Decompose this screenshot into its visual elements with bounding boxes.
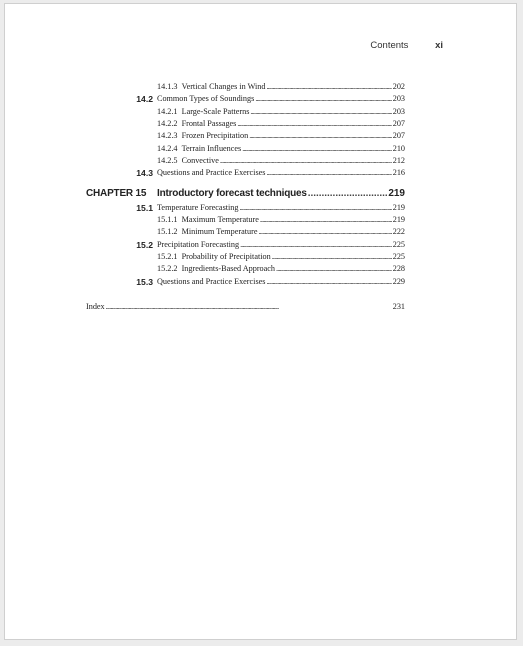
toc-leader-dots — [308, 188, 388, 200]
toc-entry-link[interactable] — [157, 276, 405, 288]
toc-leader-dots — [276, 263, 392, 275]
toc-entry-link[interactable] — [157, 118, 405, 130]
toc-entry-link[interactable] — [157, 130, 405, 142]
toc-page-number: 216 — [392, 168, 405, 177]
toc-entry-title: Questions and Practice Exercises — [157, 277, 266, 286]
toc-entry-link[interactable] — [157, 226, 405, 238]
toc-row — [5, 276, 516, 288]
toc-page-number: 212 — [392, 156, 405, 165]
toc-row — [5, 155, 516, 167]
toc-page-number: 207 — [392, 131, 405, 140]
toc-leader-dots — [237, 118, 391, 130]
toc-entry-title: 14.2.5 Convective — [157, 156, 219, 165]
toc-entry-title: 15.1.1 Maximum Temperature — [157, 215, 259, 224]
toc-leader-dots — [260, 214, 392, 226]
toc-leader-dots — [240, 202, 392, 214]
toc-entry-title: 14.2.2 Frontal Passages — [157, 119, 237, 128]
toc-entry-link[interactable] — [157, 106, 405, 118]
toc-leader-dots — [266, 167, 391, 179]
toc-leader-dots — [249, 130, 392, 142]
toc-leader-dots — [220, 155, 392, 167]
document-page — [4, 3, 517, 640]
toc-page-number: 231 — [392, 302, 405, 311]
toc-entry-link[interactable] — [86, 301, 405, 313]
toc-section-number: 15.3 — [136, 277, 153, 287]
toc-row — [5, 130, 516, 142]
toc-entry-title: Introductory forecast techniques — [157, 188, 307, 199]
toc-leader-dots — [266, 81, 391, 93]
toc-page-number: 203 — [392, 94, 405, 103]
toc-entry-title: Questions and Practice Exercises — [157, 168, 266, 177]
running-title: Contents — [370, 40, 409, 51]
toc-page-number: 219 — [388, 188, 405, 199]
toc-row — [5, 226, 516, 238]
toc-entry-title: 14.2.1 Large-Scale Patterns — [157, 107, 250, 116]
toc-leader-dots — [250, 106, 391, 118]
toc-entry-link[interactable] — [157, 214, 405, 226]
toc-page-number: 225 — [392, 240, 405, 249]
toc-entry-title: 14.1.3 Vertical Changes in Wind — [157, 82, 266, 91]
toc-page-number: 219 — [392, 215, 405, 224]
toc-entry-link[interactable] — [157, 81, 405, 93]
toc-row — [5, 214, 516, 226]
toc-row — [5, 263, 516, 275]
toc-entry-link[interactable] — [157, 143, 405, 155]
toc-leader-dots — [266, 276, 391, 288]
toc-page-number: 202 — [392, 82, 405, 91]
toc-entry-link[interactable] — [157, 188, 405, 200]
toc-chapter-label: CHAPTER 15 — [86, 188, 147, 199]
toc-entry-title: 14.2.4 Terrain Influences — [157, 144, 242, 153]
toc-leader-dots — [106, 301, 392, 313]
toc-row — [5, 81, 516, 93]
toc-entry-link[interactable] — [157, 167, 405, 179]
toc-row — [5, 239, 516, 251]
toc-row — [5, 167, 516, 179]
toc-entry-link[interactable] — [157, 251, 405, 263]
toc-row — [5, 118, 516, 130]
toc-entry-link[interactable] — [157, 239, 405, 251]
toc-chapter-row — [5, 188, 516, 200]
toc-leader-dots — [255, 93, 391, 105]
toc-row — [5, 301, 516, 313]
toc-entry-title: Precipitation Forecasting — [157, 240, 240, 249]
toc-entry-title: Temperature Forecasting — [157, 203, 239, 212]
toc-page-number: 225 — [392, 252, 405, 261]
toc-section-number: 15.1 — [136, 203, 153, 213]
toc-entry-title: 15.1.2 Minimum Temperature — [157, 227, 258, 236]
toc-page-number: 210 — [392, 144, 405, 153]
toc-entry-link[interactable] — [157, 202, 405, 214]
toc-page-number: 207 — [392, 119, 405, 128]
toc-entry-title: Common Types of Soundings — [157, 94, 255, 103]
toc-entry-link[interactable] — [157, 263, 405, 275]
running-header — [370, 40, 443, 51]
toc-entry-link[interactable] — [157, 93, 405, 105]
toc-entry-title: Index — [86, 302, 105, 311]
toc-entry-link[interactable] — [157, 155, 405, 167]
toc-leader-dots — [258, 226, 391, 238]
toc-row — [5, 251, 516, 263]
toc-section-number: 14.2 — [136, 94, 153, 104]
toc-page-number: 222 — [392, 227, 405, 236]
toc-entry-title: 14.2.3 Frozen Precipitation — [157, 131, 249, 140]
toc-entry-title: 15.2.1 Probability of Precipitation — [157, 252, 271, 261]
toc-page-number: 219 — [392, 203, 405, 212]
toc-row — [5, 106, 516, 118]
toc-entry-title: 15.2.2 Ingredients-Based Approach — [157, 264, 276, 273]
page-number: xi — [435, 40, 443, 51]
toc-page-number: 228 — [392, 264, 405, 273]
toc-page-number: 203 — [392, 107, 405, 116]
toc-row — [5, 143, 516, 155]
toc-leader-dots — [242, 143, 391, 155]
toc-row — [5, 93, 516, 105]
toc-section-number: 15.2 — [136, 240, 153, 250]
toc-leader-dots — [240, 239, 392, 251]
toc-row — [5, 202, 516, 214]
toc-section-number: 14.3 — [136, 168, 153, 178]
toc-page-number: 229 — [392, 277, 405, 286]
toc-leader-dots — [272, 251, 392, 263]
